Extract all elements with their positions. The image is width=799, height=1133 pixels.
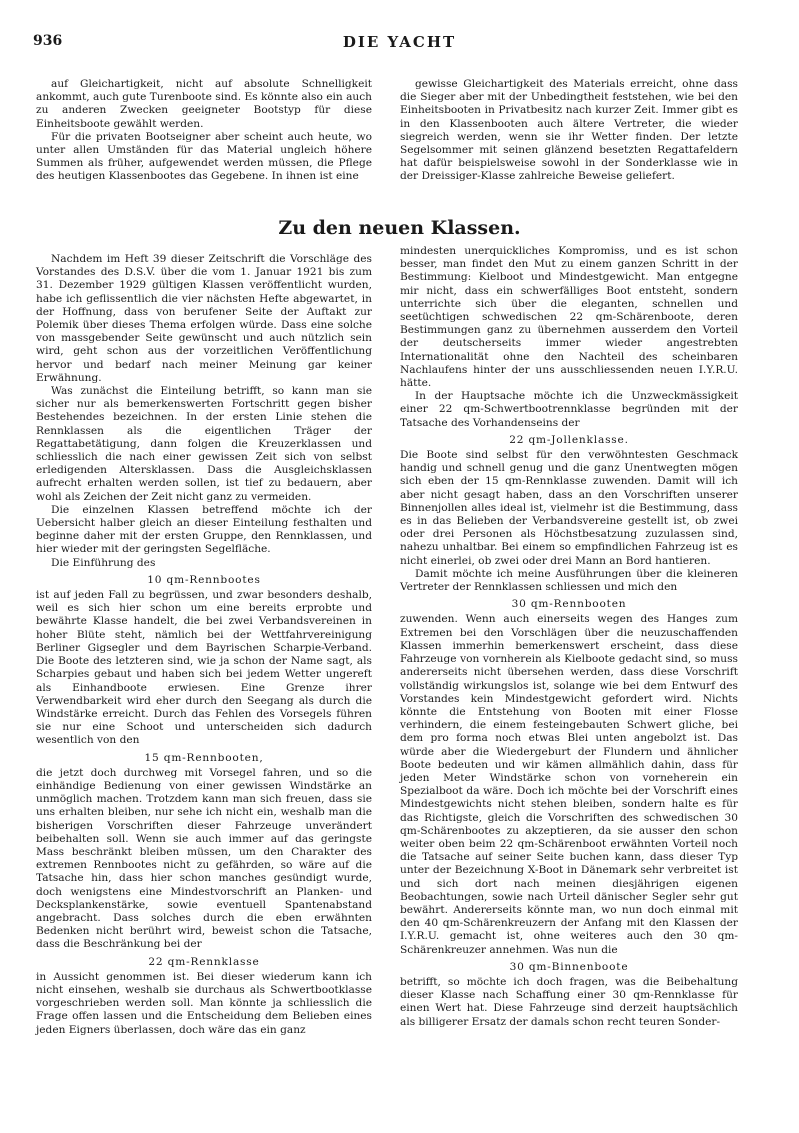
paragraph: zuwenden. Wenn auch einerseits wegen des Hanges zum Extremen bei den Vorschlägen über die neuzuschaffenden Klassen immerhin bemerkenswert erscheint, dass diese Fahrzeuge von vornherein als Kielboote gedacht sind, so muss andererseits nicht übersehen werden, dass diese Vorschrift vollständig wirkungslos ist, solange wie bei dem Entwurf des Vorstandes kein Mindestgewicht gefordert wird. Nichts könnte die Entstehung von Booten mit einer Flosse verhindern, die einem festeingebauten Schwert gliche, bei dem pro forma noch etwas Blei unten angebolzt ist. Das würde aber die Wiedergeburt der Flundern und ähnlicher Boote bedeuten und wir kämen allmählich dahin, dass für jeden Meter Windstärke schon von vorneherein ein Spezialboot da wäre. Doch ich möchte bei der Vorschrift eines Mindestgewichts nicht stehen bleiben, sondern halte es für das Richtigste, gleich die Vorschriften des schwedischen 30 qm-Schärenbootes zu akzeptieren, da sie ausser den schon weiter oben beim 22 qm-Schärenboot erwähnten Vorteil noch die Tatsache auf seiner Seite buchen kann, dass dieser Typ unter der Bezeichnung X-Boot in Dänemark sehr verbreitet ist und sich dort nach meinen diesjährigen eigenen Beobachtungen, sowie nach Urteil dänischer Segler sehr gut bewährt. Andererseits könnte man, wo nun doch einmal mit den 40 qm-Schärenkreuzern der Anfang mit den Klassen der I.Y.R.U. gemacht ist, ohne weiteres auch den 30 qm-Schärenkreuzer annehmen. Was nun die bbox=[400, 613, 738, 956]
section-heading: 22 qm-Jollenklasse. bbox=[509, 433, 629, 446]
section-heading: 15 qm-Rennbooten, bbox=[144, 751, 264, 764]
paragraph: mindesten unerquickliches Kompromiss, und es ist schon besser, man findet den Mut zu einem ganzen Schritt in der Bestimmung: Kielboot und Mindestgewicht. Man entgegne mir nicht, dass ein schwerfälliges Boot entsteht, sondern unterrichte sich über die eleganten, schnellen und seetüchtigen schwedischen 22 qm-Schärenboote, deren Bestimmungen ganz zu übernehmen ausserdem den Vorteil der deutscherseits immer wieder angestrebten Internationalität ohne den Nachteil des scheinbaren Nachlaufens hinter der uns ausschliessenden neuen I.Y.R.U. hätte. bbox=[400, 245, 738, 390]
paragraph: in Aussicht genommen ist. Bei dieser wiederum kann ich nicht einsehen, weshalb sie durchaus als Schwertbootklasse vorgeschrieben werden soll. Man könnte ja schliesslich die Frage offen lassen und die Entscheidung dem Belieben eines jeden Eigners überlassen, doch wäre das ein ganz bbox=[36, 970, 372, 1036]
section-heading: 10 qm-Rennbootes bbox=[147, 573, 261, 586]
top-left-column bbox=[36, 78, 372, 184]
paragraph: Was zunächst die Einteilung betrifft, so kann man sie sicher nur als bemerkenswerten Fortschritt gegen bisher Bestehendes bezeichnen. In der ersten Linie stehen die Rennklassen als die eigentlichen Träger der Regattabetätigung, dann folgen die Kreuzerklassen und schliesslich die nach einer gewissen Zeit sich von selbst erledigenden Altersklassen. Dass die Ausgleichsklassen aufrecht erhalten werden sollen, ist tief zu bedauern, aber wohl als Zeichen der Zeit nicht ganz zu vermeiden. bbox=[36, 385, 372, 503]
section-heading: 30 qm-Rennbooten bbox=[511, 598, 627, 611]
paragraph: ist auf jeden Fall zu begrüssen, und zwar besonders deshalb, weil es sich hier schon um eine bereits erprobte und bewährte Klasse handelt, die bei zwei Verbandsvereinen in hoher Blüte steht, nämlich bei der Wettfahrvereinigung Berliner Gigsegler und dem Bayrischen Scharpie-Verband. Die Boote des letzteren sind, wie ja schon der Name sagt, als Scharpies gebaut und haben sich bei jedem Wetter ungereft als Einhandboote erwiesen. Eine Grenze ihrer Verwendbarkeit wird eher durch den Seegang als durch die Windstärke erreicht. Durch das Fehlen des Vorsegels führen sie nur eine Schoot und unterscheiden sich dadurch wesentlich von den bbox=[36, 589, 372, 747]
paragraph: In der Hauptsache möchte ich die Unzweckmässigkeit einer 22 qm-Schwertbootrennklasse begründen mit der Tatsache des Vorhandenseins der bbox=[400, 390, 738, 429]
section-heading: 22 qm-Rennklasse bbox=[148, 955, 260, 968]
running-head: DIE YACHT bbox=[342, 33, 457, 51]
paragraph: die jetzt doch durchweg mit Vorsegel fahren, und so die einhändige Bedienung von einer gewissen Windstärke an unmöglich machen. Trotzdem kann man sich freuen, dass sie uns erhalten bleiben, nur sehe ich nicht ein, weshalb man die bisherigen Vorschriften dieser Fahrzeuge unverändert beibehalten soll. Wenn sie auch immer auf das geringste Mass beschränkt bleiben müssen, um den Charakter des extremen Rennbootes nicht zu gefährden, so wäre auf die Tatsache hin, dass hier schon manches gesündigt wurde, doch wenigstens eine Mindestvorschrift an Planken- und Decksplankenstärke, sowie eventuell Spantenabstand angebracht. Dass solches durch die eben erwähnten Bedenken nicht berührt wird, beweist schon die Tatsache, dass die Beschränkung bei der bbox=[36, 766, 372, 951]
paragraph: auf Gleichartigkeit, nicht auf absolute Schnelligkeit ankommt, auch gute Turenboote sind. Es könnte also ein auch zu anderen Zwecken geeigneter Bootstyp für diese Einheitsboote gewählt werden. bbox=[36, 78, 372, 130]
paragraph: Nachdem im Heft 39 dieser Zeitschrift die Vorschläge des Vorstandes des D.S.V. über die vom 1. Januar 1921 bis zum 31. Dezember 1929 gültigen Klassen veröffentlicht wurden, habe ich geflissentlich die vier nächsten Hefte abgewartet, in der Hoffnung, dass von berufener Seite der Auftakt zur Polemik über dieses Thema erfolgen würde. Dass eine solche von massgebender Seite gewünscht und auch nützlich sein wird, geht schon aus der vorzeitlichen Veröffentlichung hervor und bedarf nach meiner Meinung gar keiner Erwähnung. bbox=[36, 253, 372, 384]
article-right-column bbox=[400, 245, 738, 1029]
paragraph: Die Boote sind selbst für den verwöhntesten Geschmack handig und schnell genug und die ganz Unentwegten mögen sich eben der 15 qm-Rennklasse zuwenden. Damit will ich aber nicht gesagt haben, dass an den Vorschriften unserer Binnenjollen alles ideal ist, vielmehr ist die Bestimmung, dass es in das Belieben der Verbandsvereine gestellt ist, ob zwei oder drei Personen als Höchstbesatzung zuzulassen sind, nahezu unhaltbar. Bei einem so empfindlichen Fahrzeug ist es nicht einerlei, ob zwei oder drei Mann an Bord hantieren. bbox=[400, 449, 738, 567]
paragraph: Für die privaten Bootseigner aber scheint auch heute, wo unter allen Umständen für das Material ungleich höhere Summen als früher, aufgewendet werden müssen, die Pflege des heutigen Klassenbootes das Gegebene. In ihnen ist eine bbox=[36, 130, 372, 183]
top-right-column bbox=[400, 78, 738, 184]
page-number: 936 bbox=[33, 33, 63, 49]
paragraph: Die einzelnen Klassen betreffend möchte ich der Uebersicht halber gleich an dieser Einteilung festhalten und beginne daher mit der ersten Gruppe, den Rennklassen, und hier wieder mit der geringsten Segelfläche. bbox=[36, 503, 372, 556]
article-left-column bbox=[36, 253, 372, 1037]
paragraph: Damit möchte ich meine Ausführungen über die kleineren Vertreter der Rennklassen schliessen und mich den bbox=[400, 567, 738, 594]
paragraph: betrifft, so möchte ich doch fragen, was die Beibehaltung dieser Klasse nach Schaffung einer 30 qm-Rennklasse für einen Wert hat. Diese Fahrzeuge sind derzeit hauptsächlich als billigerer Ersatz der damals schon recht teuren Sonder- bbox=[400, 975, 738, 1028]
article-title: Zu den neuen Klassen. bbox=[278, 217, 521, 239]
section-heading: 30 qm-Binnenboote bbox=[509, 960, 629, 973]
paragraph: Die Einführung des bbox=[51, 556, 156, 569]
paragraph: gewisse Gleichartigkeit des Materials erreicht, ohne dass die Sieger aber mit der Unbedingtheit feststehen, wie bei den Einheitsbooten in Privatbesitz nach kurzer Zeit. Immer gibt es in den Klassenbooten auch ältere Vertreter, die wieder siegreich werden, wenn sie ihr Wetter finden. Der letzte Segelsommer mit seinen glänzend besetzten Regattafeldern hat dafür beispielsweise sowohl in der Sonderklasse wie in der Dreissiger-Klasse zahlreiche Beweise geliefert. bbox=[400, 78, 738, 183]
